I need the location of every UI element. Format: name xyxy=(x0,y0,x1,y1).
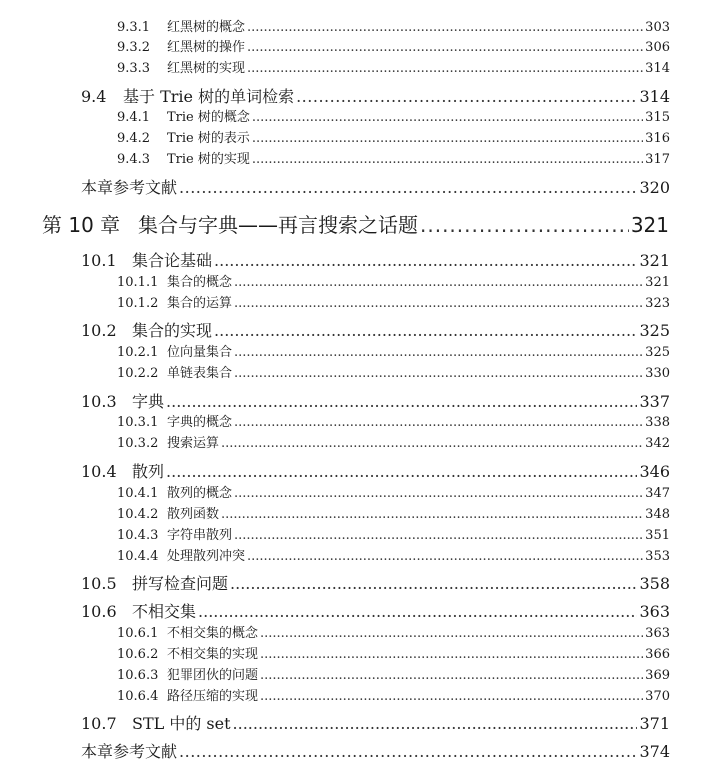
toc-entry-title: STL 中的 set xyxy=(132,714,231,733)
toc-entry-title: 集合论基础 xyxy=(132,251,213,270)
toc-entry-title: 处理散列冲突 xyxy=(167,549,246,564)
toc-dot-leader xyxy=(221,507,643,522)
toc-entry-number: 10.6 xyxy=(81,602,117,621)
toc-dot-leader xyxy=(234,366,643,381)
toc-dot-leader xyxy=(252,110,643,125)
toc-page-number: 316 xyxy=(645,131,670,146)
toc-entry-number: 第 10 章 xyxy=(42,213,121,237)
toc-subsection xyxy=(117,106,670,125)
toc-entry-title: 红黑树的概念 xyxy=(167,20,246,35)
toc-page-number: 321 xyxy=(645,275,670,290)
toc-page-number: 363 xyxy=(639,602,670,621)
toc-page-number: 369 xyxy=(645,668,670,683)
toc-section xyxy=(81,599,670,622)
toc-subsection xyxy=(117,524,670,543)
toc-entry-number: 10.4.4 xyxy=(117,549,159,564)
toc-entry-title: 字典的概念 xyxy=(167,415,233,430)
toc-entry-title: 位向量集合 xyxy=(167,345,233,360)
toc-page-number: 317 xyxy=(645,152,670,167)
toc-entry-number: 10.1.2 xyxy=(117,296,159,311)
toc-entry-title: 集合的运算 xyxy=(167,296,233,311)
toc-dot-leader xyxy=(214,251,637,270)
toc-page-number: 337 xyxy=(639,392,670,411)
toc-entry-number: 10.2.2 xyxy=(117,366,159,381)
toc-page-number: 321 xyxy=(639,251,670,270)
toc-entry-number: 10.4.3 xyxy=(117,528,159,543)
toc-subsection xyxy=(117,643,670,662)
toc-section xyxy=(81,459,670,482)
toc-entry-title: 集合与字典——再言搜索之话题 xyxy=(138,213,418,237)
toc-subsection xyxy=(117,57,670,76)
toc-entry-title: 拼写检查问题 xyxy=(132,574,229,593)
toc-subsection xyxy=(117,362,670,381)
toc-dot-leader xyxy=(234,486,643,501)
toc-subsection xyxy=(117,503,670,522)
toc-page-number: 374 xyxy=(639,742,670,761)
toc-dot-leader xyxy=(260,647,643,662)
toc-subsection xyxy=(117,148,670,167)
toc-entry-title: 集合的实现 xyxy=(132,321,213,340)
toc-page-number: 330 xyxy=(645,366,670,381)
toc-entry-number: 10.3 xyxy=(81,392,117,411)
toc-entry-number: 10.4.1 xyxy=(117,486,159,501)
toc-subsection xyxy=(117,36,670,55)
toc-dot-leader xyxy=(252,131,643,146)
toc-entry-number: 10.2 xyxy=(81,321,117,340)
toc-dot-leader xyxy=(221,436,643,451)
toc-subsection xyxy=(117,271,670,290)
toc-page-number: 325 xyxy=(639,321,670,340)
toc-entry-title: 搜索运算 xyxy=(167,436,220,451)
toc-entry-title: 不相交集 xyxy=(132,602,197,621)
toc-entry-number: 10.6.1 xyxy=(117,626,159,641)
toc-page-number: 323 xyxy=(645,296,670,311)
toc-page-number: 353 xyxy=(645,549,670,564)
toc-subsection xyxy=(117,622,670,641)
toc-dot-leader xyxy=(234,528,643,543)
toc-page-number: 325 xyxy=(645,345,670,360)
toc-entry-title: 本章参考文献 xyxy=(81,178,178,197)
toc-references xyxy=(81,175,670,198)
toc-page-number: 348 xyxy=(645,507,670,522)
toc-references xyxy=(81,739,670,762)
toc-page-number: 363 xyxy=(645,626,670,641)
toc-dot-leader xyxy=(260,668,643,683)
toc-dot-leader xyxy=(179,178,637,197)
toc-dot-leader xyxy=(230,574,637,593)
toc-entry-title: 红黑树的实现 xyxy=(167,61,246,76)
toc-entry-number: 10.6.2 xyxy=(117,647,159,662)
toc-dot-leader xyxy=(198,602,637,621)
toc-page-number: 371 xyxy=(639,714,670,733)
toc-entry-number: 10.6.4 xyxy=(117,689,159,704)
toc-entry-title: 本章参考文献 xyxy=(81,742,178,761)
toc-entry-title: 红黑树的操作 xyxy=(167,40,246,55)
toc-entry-title: Trie 树的表示 xyxy=(167,131,250,146)
toc-page-number: 358 xyxy=(639,574,670,593)
toc-page-number: 366 xyxy=(645,647,670,662)
toc-entry-number: 9.4.1 xyxy=(117,110,151,125)
toc-entry-title: 散列 xyxy=(132,462,165,481)
toc-page-number: 306 xyxy=(645,40,670,55)
toc-subsection xyxy=(117,341,670,360)
toc-subsection xyxy=(117,432,670,451)
toc-page-number: 320 xyxy=(639,178,670,197)
toc-subsection xyxy=(117,127,670,146)
toc-entry-number: 10.1.1 xyxy=(117,275,159,290)
toc-section xyxy=(81,248,670,271)
toc-dot-leader xyxy=(420,213,629,237)
toc-entry-title: 不相交集的概念 xyxy=(167,626,259,641)
toc-entry-number: 10.6.3 xyxy=(117,668,159,683)
toc-page-number: 315 xyxy=(645,110,670,125)
toc-dot-leader xyxy=(260,626,643,641)
toc-dot-leader xyxy=(166,462,637,481)
toc-dot-leader xyxy=(214,321,637,340)
toc-dot-leader xyxy=(252,152,643,167)
toc-entry-number: 10.3.2 xyxy=(117,436,159,451)
toc-dot-leader xyxy=(234,345,643,360)
toc-page-number: 314 xyxy=(645,61,670,76)
toc-entry-number: 10.7 xyxy=(81,714,117,733)
toc-page-number: 347 xyxy=(645,486,670,501)
toc-entry-number: 9.3.2 xyxy=(117,40,151,55)
toc-page-number: 351 xyxy=(645,528,670,543)
toc-dot-leader xyxy=(247,61,643,76)
toc-dot-leader xyxy=(247,549,643,564)
toc-section xyxy=(81,84,670,107)
toc-entry-title: Trie 树的实现 xyxy=(167,152,250,167)
toc-entry-title: Trie 树的概念 xyxy=(167,110,250,125)
toc-subsection xyxy=(117,482,670,501)
toc-dot-leader xyxy=(233,714,638,733)
toc-page-number: 346 xyxy=(639,462,670,481)
toc-entry-title: 基于 Trie 树的单词检索 xyxy=(123,87,295,106)
toc-entry-number: 9.4.2 xyxy=(117,131,151,146)
toc-page-number: 338 xyxy=(645,415,670,430)
toc-entry-number: 9.4.3 xyxy=(117,152,151,167)
toc-page-number: 321 xyxy=(630,213,669,237)
toc-dot-leader xyxy=(166,392,637,411)
toc-entry-number: 9.3.3 xyxy=(117,61,151,76)
toc-section xyxy=(81,318,670,341)
toc-dot-leader xyxy=(234,415,643,430)
toc-entry-title: 不相交集的实现 xyxy=(167,647,259,662)
toc-entry-title: 犯罪团伙的问题 xyxy=(167,668,259,683)
toc-entry-title: 字典 xyxy=(132,392,165,411)
toc-entry-title: 路径压缩的实现 xyxy=(167,689,259,704)
toc-dot-leader xyxy=(247,40,643,55)
toc-entry-number: 10.4 xyxy=(81,462,117,481)
toc-entry-number: 9.4 xyxy=(81,87,107,106)
toc-entry-number: 10.5 xyxy=(81,574,117,593)
toc-page-number: 370 xyxy=(645,689,670,704)
toc-section xyxy=(81,711,670,734)
toc-entry-number: 9.3.1 xyxy=(117,20,151,35)
toc-dot-leader xyxy=(296,87,637,106)
toc-subsection xyxy=(117,685,670,704)
toc-page-number: 314 xyxy=(639,87,670,106)
toc-dot-leader xyxy=(234,296,643,311)
toc-entry-title: 单链表集合 xyxy=(167,366,233,381)
toc-page-number: 342 xyxy=(645,436,670,451)
toc-entry-number: 10.2.1 xyxy=(117,345,159,360)
toc-entry-title: 字符串散列 xyxy=(167,528,233,543)
toc-entry-title: 散列的概念 xyxy=(167,486,233,501)
toc-subsection xyxy=(117,664,670,683)
toc-subsection xyxy=(117,545,670,564)
toc-section xyxy=(81,571,670,594)
toc-dot-leader xyxy=(234,275,643,290)
toc-entry-title: 集合的概念 xyxy=(167,275,233,290)
toc-entry-title: 散列函数 xyxy=(167,507,220,522)
toc-subsection xyxy=(117,16,670,35)
toc-subsection xyxy=(117,292,670,311)
toc-entry-number: 10.1 xyxy=(81,251,117,270)
toc-dot-leader xyxy=(260,689,643,704)
toc-entry-number: 10.4.2 xyxy=(117,507,159,522)
toc-page-number: 303 xyxy=(645,20,670,35)
toc-entry-number: 10.3.1 xyxy=(117,415,159,430)
toc-subsection xyxy=(117,411,670,430)
toc-chapter xyxy=(42,209,669,238)
toc-dot-leader xyxy=(179,742,637,761)
toc-dot-leader xyxy=(247,20,643,35)
toc-section xyxy=(81,389,670,412)
